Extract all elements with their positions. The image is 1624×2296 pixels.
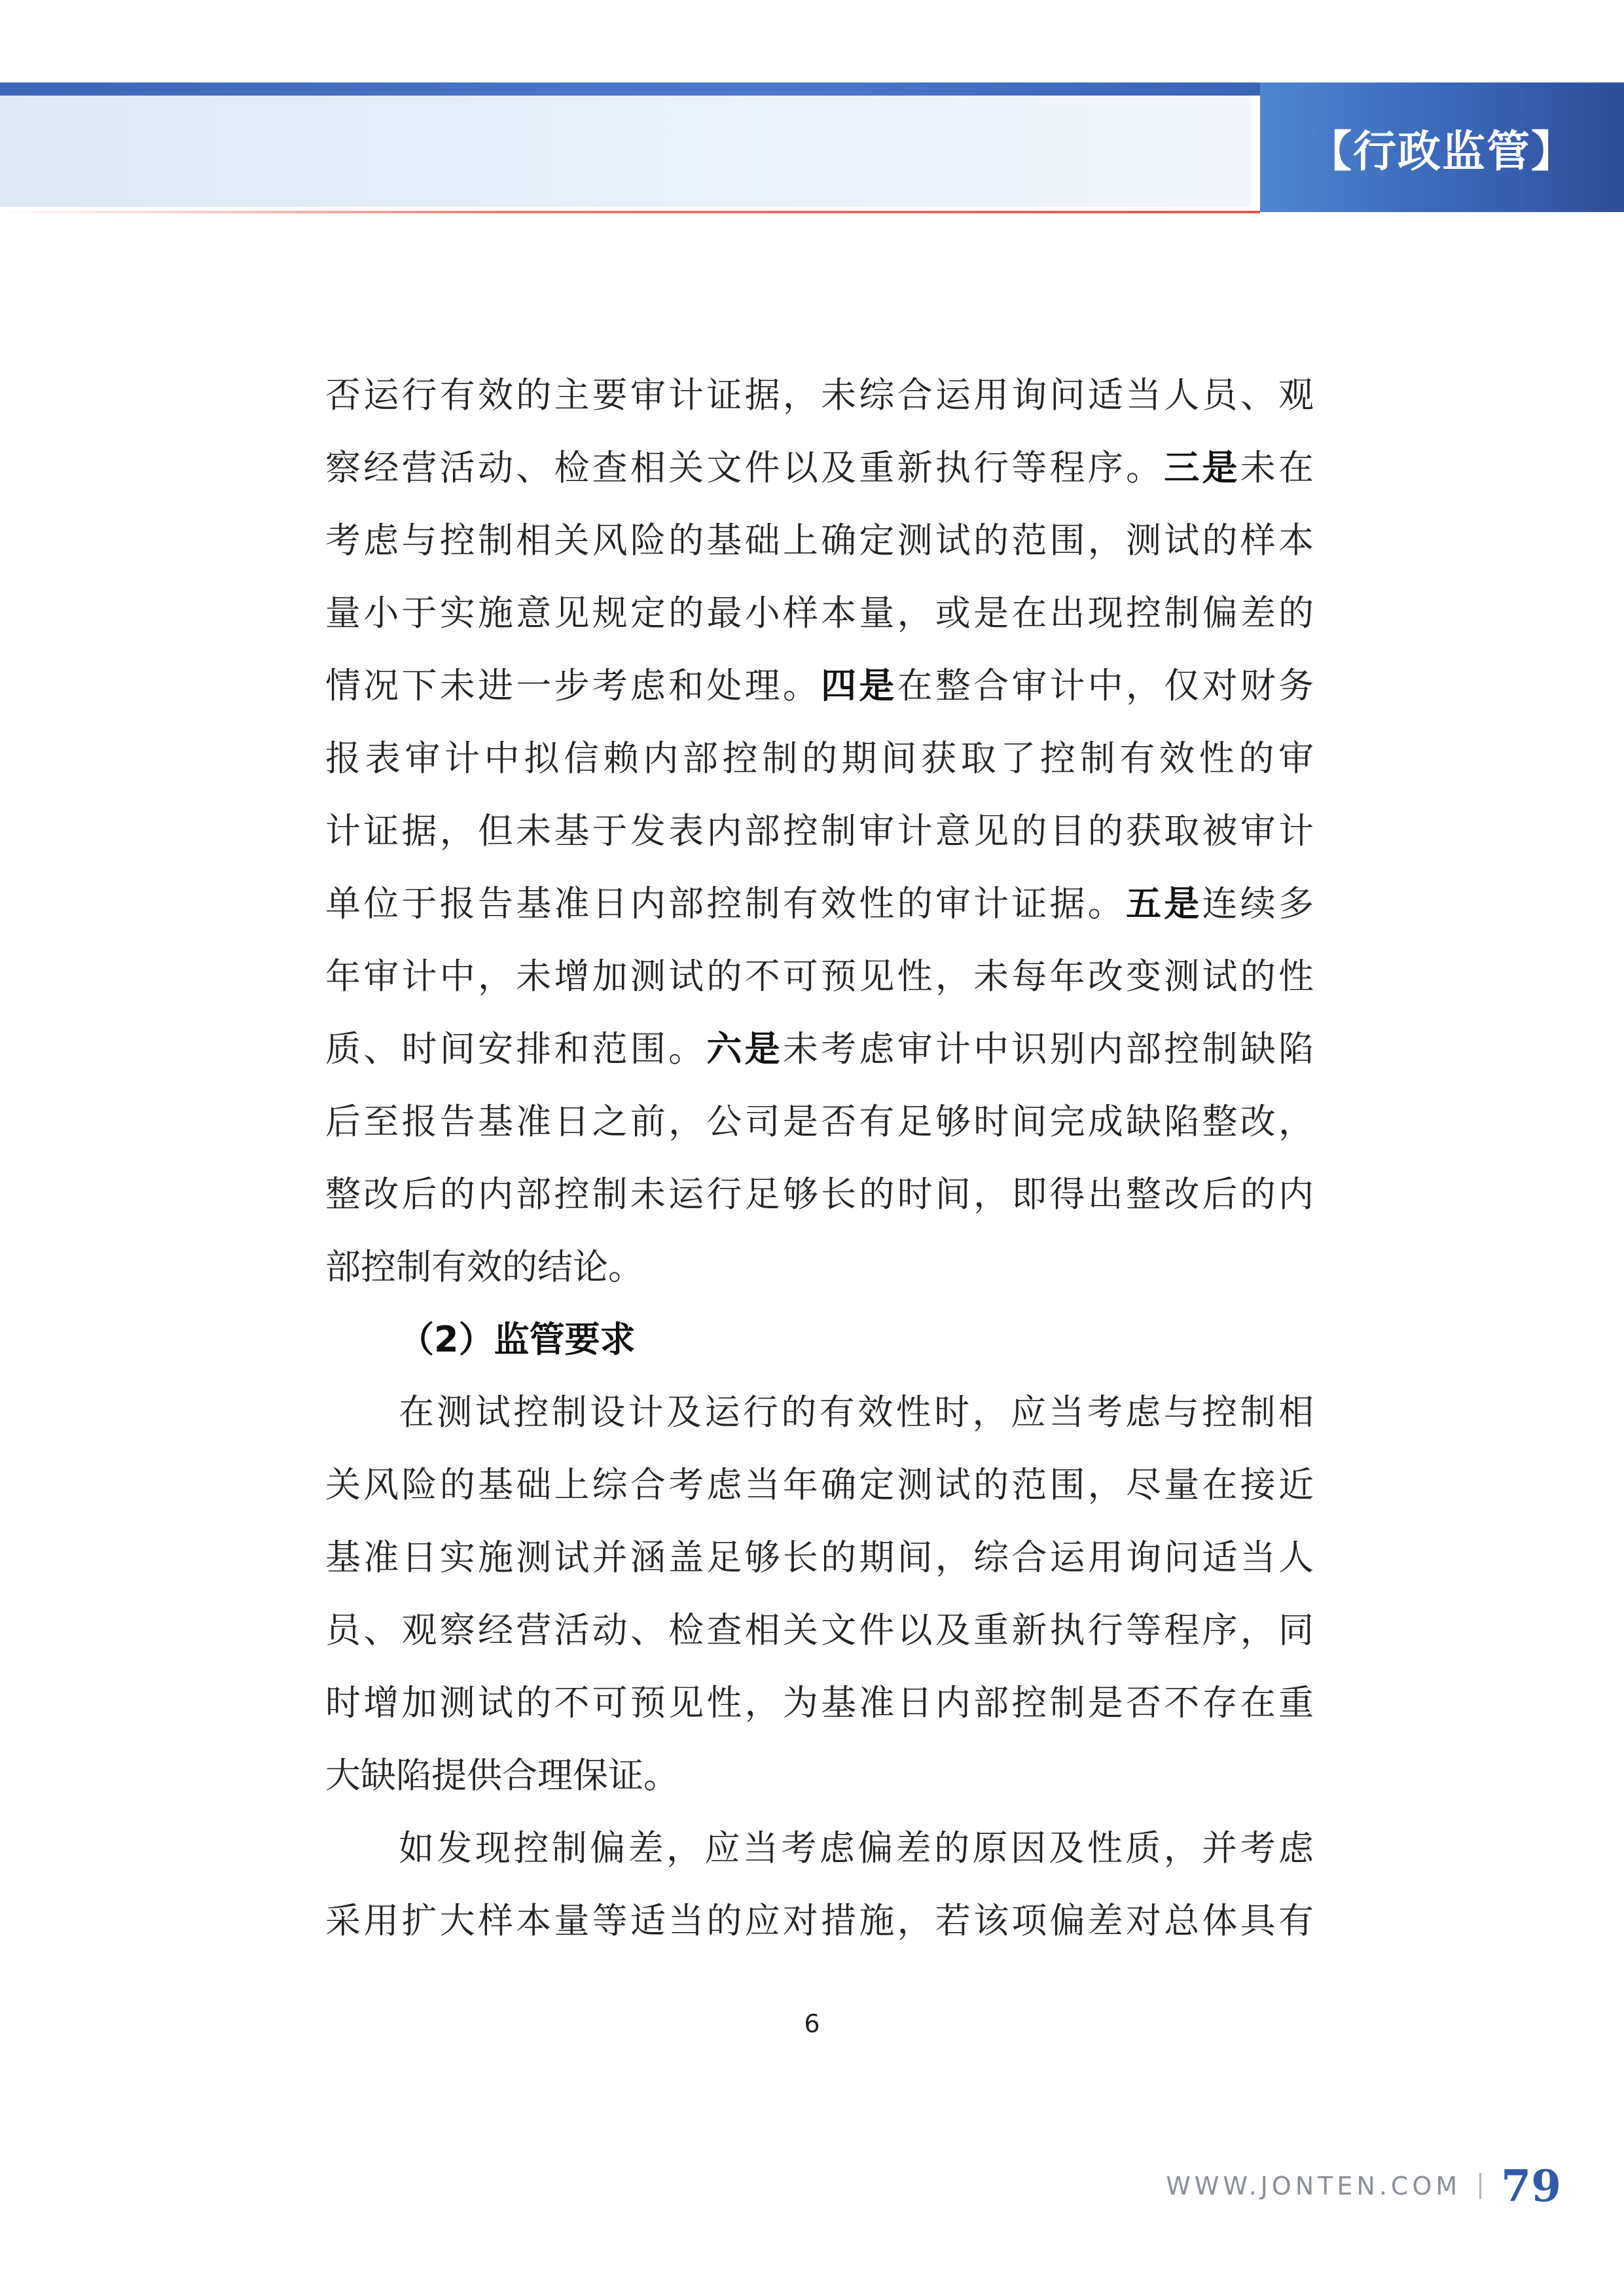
text-line: 关风险的基础上综合考虑当年确定测试的范围，尽量在接近 [325, 1464, 1314, 1505]
text-line: 在测试控制设计及运行的有效性时，应当考虑与控制相 [399, 1391, 1314, 1433]
section-tab [1260, 82, 1624, 212]
text-line: 单位于报告基准日内部控制有效性的审计证据。五是连续多 [325, 883, 1314, 924]
text-line: 质、时间安排和范围。六是未考虑审计中识别内部控制缺陷 [325, 1028, 1314, 1069]
text-line: 时增加测试的不可预见性，为基准日内部控制是否不存在重 [325, 1682, 1314, 1723]
bold-marker: 六是 [706, 1028, 783, 1069]
text-line: 计证据，但未基于发表内部控制审计意见的目的获取被审计 [325, 810, 1314, 852]
text-line: 量小于实施意见规定的最小样本量，或是在出现控制偏差的 [325, 592, 1314, 634]
text-line: 如发现控制偏差，应当考虑偏差的原因及性质，并考虑 [399, 1827, 1314, 1869]
text-line: 整改后的内部控制未运行足够长的时间，即得出整改后的内 [325, 1174, 1314, 1215]
text-line: 员、观察经营活动、检查相关文件以及重新执行等程序，同 [325, 1609, 1314, 1651]
text-line: 后至报告基准日之前，公司是否有足够时间完成缺陷整改， [325, 1101, 1314, 1142]
text-line: 基准日实施测试并涵盖足够长的期间，综合运用询问适当人 [325, 1537, 1314, 1578]
section-title: 【行政监管】 [1308, 126, 1576, 177]
body-text [325, 359, 1314, 1957]
text-line: 情况下未进一步考虑和处理。四是在整合审计中，仅对财务 [325, 665, 1314, 706]
text-line: 否运行有效的主要审计证据，未综合运用询问适当人员、观 [325, 374, 1314, 416]
text-line: 报表审计中拟信赖内部控制的期间获取了控制有效性的审 [325, 738, 1314, 779]
bold-marker: 三是 [1164, 447, 1240, 488]
header-blue-bar [0, 82, 1260, 96]
page-header [0, 0, 1624, 216]
text-line: 考虑与控制相关风险的基础上确定测试的范围，测试的样本 [325, 520, 1314, 561]
section-heading: （2）监管要求 [399, 1319, 636, 1360]
text-line: 部控制有效的结论。 [325, 1246, 643, 1287]
text-line: 年审计中，未增加测试的不可预见性，未每年改变测试的性 [325, 956, 1314, 997]
text-line: 采用扩大样本量等适当的应对措施，若该项偏差对总体具有 [325, 1900, 1314, 1941]
footer-url: WWW.JONTEN.COM [1166, 2172, 1462, 2200]
bold-marker: 四是 [821, 665, 897, 706]
footer-divider [1479, 2173, 1481, 2199]
text-line: 察经营活动、检查相关文件以及重新执行等程序。三是未在 [325, 447, 1314, 488]
inner-page-number: 6 [804, 2009, 820, 2038]
bold-marker: 五是 [1126, 883, 1202, 924]
header-red-line [0, 211, 1260, 213]
footer-page-number: 79 [1501, 2161, 1561, 2212]
header-light-band [0, 96, 1250, 207]
page-footer [1166, 2160, 1561, 2212]
text-line: 大缺陷提供合理保证。 [325, 1755, 679, 1796]
